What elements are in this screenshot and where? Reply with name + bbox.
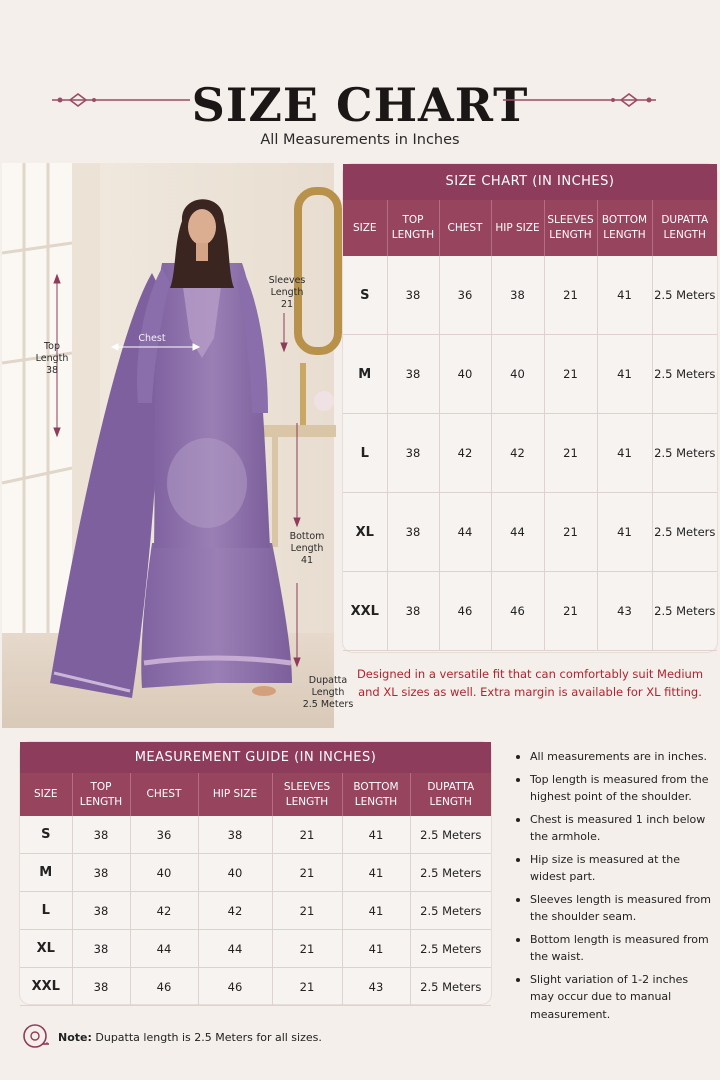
table-cell: 40	[491, 335, 544, 414]
header-cell	[72, 773, 130, 816]
table-cell: 21	[544, 335, 597, 414]
header-chest: CHEST	[447, 221, 483, 234]
table-cell: 21	[272, 816, 342, 854]
list-item: Slight variation of 1-2 inches may occur due to manual measurement.	[512, 971, 712, 1024]
table-cell: 43	[342, 968, 410, 1006]
list-item: Chest is measured 1 inch below the armhole.	[512, 811, 712, 846]
dupatta-footnote	[22, 1022, 502, 1052]
table-cell: 2.5 Meters	[652, 335, 717, 414]
table-row	[20, 930, 491, 968]
table-cell: 21	[272, 892, 342, 930]
table-row	[343, 572, 717, 651]
table-cell: 42	[198, 892, 272, 930]
header-cell	[439, 200, 491, 256]
table-cell: 41	[342, 930, 410, 968]
table-cell: 38	[72, 816, 130, 854]
table-cell: 2.5 Meters	[652, 572, 717, 651]
header-cell	[652, 200, 717, 256]
table-cell: 46	[198, 968, 272, 1006]
size-cell: S	[20, 816, 72, 854]
table-row	[343, 414, 717, 493]
table-cell: 2.5 Meters	[410, 854, 491, 892]
table-cell: 41	[342, 854, 410, 892]
header-dupatta-length: DUPATTA LENGTH	[427, 780, 475, 808]
table-cell: 38	[72, 930, 130, 968]
header-dupatta-length: DUPATTA LENGTH	[661, 214, 709, 241]
table-cell: 42	[491, 414, 544, 493]
table-row	[20, 968, 491, 1006]
header-bottom-length: BOTTOM LENGTH	[353, 780, 399, 808]
table-cell: 41	[597, 493, 652, 572]
size-cell: M	[343, 335, 387, 414]
table-row	[20, 854, 491, 892]
table-cell: 46	[130, 968, 198, 1006]
measurement-guide-title: MEASUREMENT GUIDE (IN INCHES)	[20, 742, 491, 773]
header-hip-size: HIP SIZE	[495, 221, 540, 234]
table-cell: 21	[544, 256, 597, 335]
table-row	[343, 256, 717, 335]
table-cell: 2.5 Meters	[410, 892, 491, 930]
table-cell: 38	[387, 256, 439, 335]
size-cell: XL	[20, 930, 72, 968]
header-cell	[597, 200, 652, 256]
table-cell: 38	[387, 572, 439, 651]
list-item: Bottom length is measured from the waist.	[512, 931, 712, 966]
table-cell: 46	[491, 572, 544, 651]
header-cell	[272, 773, 342, 816]
table-cell: 41	[597, 335, 652, 414]
dupatta-length-label: Dupatta Length 2.5 Meters	[302, 675, 354, 710]
top-length-label: Top Length 38	[35, 341, 69, 376]
model-photo	[2, 163, 354, 728]
chest-label: Chest	[138, 333, 166, 344]
table-cell: 2.5 Meters	[410, 930, 491, 968]
table-cell: 40	[198, 854, 272, 892]
list-item: Hip size is measured at the widest part.	[512, 851, 712, 886]
size-chart-title: SIZE CHART (IN INCHES)	[343, 164, 717, 200]
footnote-label: Note:	[58, 1031, 92, 1044]
table-cell: 2.5 Meters	[410, 968, 491, 1006]
table-cell: 46	[439, 572, 491, 651]
table-cell: 21	[272, 854, 342, 892]
table-cell: 21	[544, 414, 597, 493]
header-cell	[130, 773, 198, 816]
table-cell: 38	[387, 414, 439, 493]
header-top-length: TOP LENGTH	[79, 780, 123, 808]
table-cell: 42	[439, 414, 491, 493]
header-hip-size: HIP SIZE	[212, 788, 258, 800]
table-cell: 38	[72, 892, 130, 930]
header-cell	[387, 200, 439, 256]
table-cell: 36	[130, 816, 198, 854]
table-cell: 21	[272, 930, 342, 968]
header-cell	[410, 773, 491, 816]
table-cell: 2.5 Meters	[410, 816, 491, 854]
table-cell: 44	[198, 930, 272, 968]
right-ornament-icon	[503, 92, 658, 108]
table-cell: 21	[272, 968, 342, 1006]
table-cell: 21	[544, 493, 597, 572]
size-cell: L	[343, 414, 387, 493]
table-cell: 21	[544, 572, 597, 651]
measurement-guide-header-row	[20, 773, 491, 816]
list-item: Top length is measured from the highest point of the shoulder.	[512, 771, 712, 806]
footnote-text	[58, 1031, 322, 1044]
fit-note: Designed in a versatile fit that can comfortably suit Medium and XL sizes as well. Extra margin is available for XL fitting.	[356, 667, 704, 699]
table-cell: 38	[72, 968, 130, 1006]
header-sleeves-length: SLEEVES LENGTH	[283, 780, 331, 808]
table-cell: 40	[130, 854, 198, 892]
table-cell: 38	[387, 493, 439, 572]
table-row	[20, 892, 491, 930]
table-cell: 2.5 Meters	[652, 493, 717, 572]
size-cell: XL	[343, 493, 387, 572]
table-row	[20, 816, 491, 854]
table-cell: 41	[342, 892, 410, 930]
table-cell: 43	[597, 572, 652, 651]
footnote-body: Dupatta length is 2.5 Meters for all sizes.	[91, 1031, 322, 1044]
table-cell: 44	[130, 930, 198, 968]
header-cell	[198, 773, 272, 816]
page-title: SIZE CHART	[191, 78, 529, 132]
table-cell: 44	[439, 493, 491, 572]
size-cell: L	[20, 892, 72, 930]
table-cell: 42	[130, 892, 198, 930]
list-item: Sleeves length is measured from the shoulder seam.	[512, 891, 712, 926]
table-cell: 2.5 Meters	[652, 414, 717, 493]
header-size: SIZE	[352, 221, 377, 234]
table-cell: 38	[72, 854, 130, 892]
bottom-length-label: Bottom Length 41	[289, 531, 325, 566]
sleeves-length-label: Sleeves Length 21	[268, 275, 306, 310]
header-size: SIZE	[33, 788, 58, 800]
header-top-length: TOP LENGTH	[391, 214, 435, 241]
size-cell: M	[20, 854, 72, 892]
table-row	[343, 493, 717, 572]
model-illustration	[2, 163, 334, 728]
header-cell	[491, 200, 544, 256]
header-bottom-length: BOTTOM LENGTH	[601, 214, 648, 241]
table-cell: 38	[198, 816, 272, 854]
table-cell: 36	[439, 256, 491, 335]
table-cell: 41	[597, 414, 652, 493]
table-cell: 44	[491, 493, 544, 572]
header-cell	[544, 200, 597, 256]
table-row	[343, 335, 717, 414]
table-cell: 2.5 Meters	[652, 256, 717, 335]
size-cell: XXL	[343, 572, 387, 651]
table-cell: 40	[439, 335, 491, 414]
size-chart-header-row	[343, 200, 717, 256]
measuring-tape-icon	[22, 1022, 50, 1050]
header-cell	[342, 773, 410, 816]
table-cell: 41	[342, 816, 410, 854]
table-cell: 41	[597, 256, 652, 335]
measurement-guide-table	[20, 742, 491, 1004]
page-subtitle: All Measurements in Inches	[260, 132, 460, 148]
header	[0, 70, 720, 160]
list-item: All measurements are in inches.	[512, 748, 712, 766]
header-sleeves-length: SLEEVES LENGTH	[547, 214, 594, 241]
table-cell: 38	[387, 335, 439, 414]
measurement-notes	[512, 748, 712, 1028]
header-cell	[343, 200, 387, 256]
size-chart-table	[343, 164, 717, 652]
size-cell: XXL	[20, 968, 72, 1006]
header-cell	[20, 773, 72, 816]
header-chest: CHEST	[146, 788, 182, 800]
size-cell: S	[343, 256, 387, 335]
table-cell: 38	[491, 256, 544, 335]
